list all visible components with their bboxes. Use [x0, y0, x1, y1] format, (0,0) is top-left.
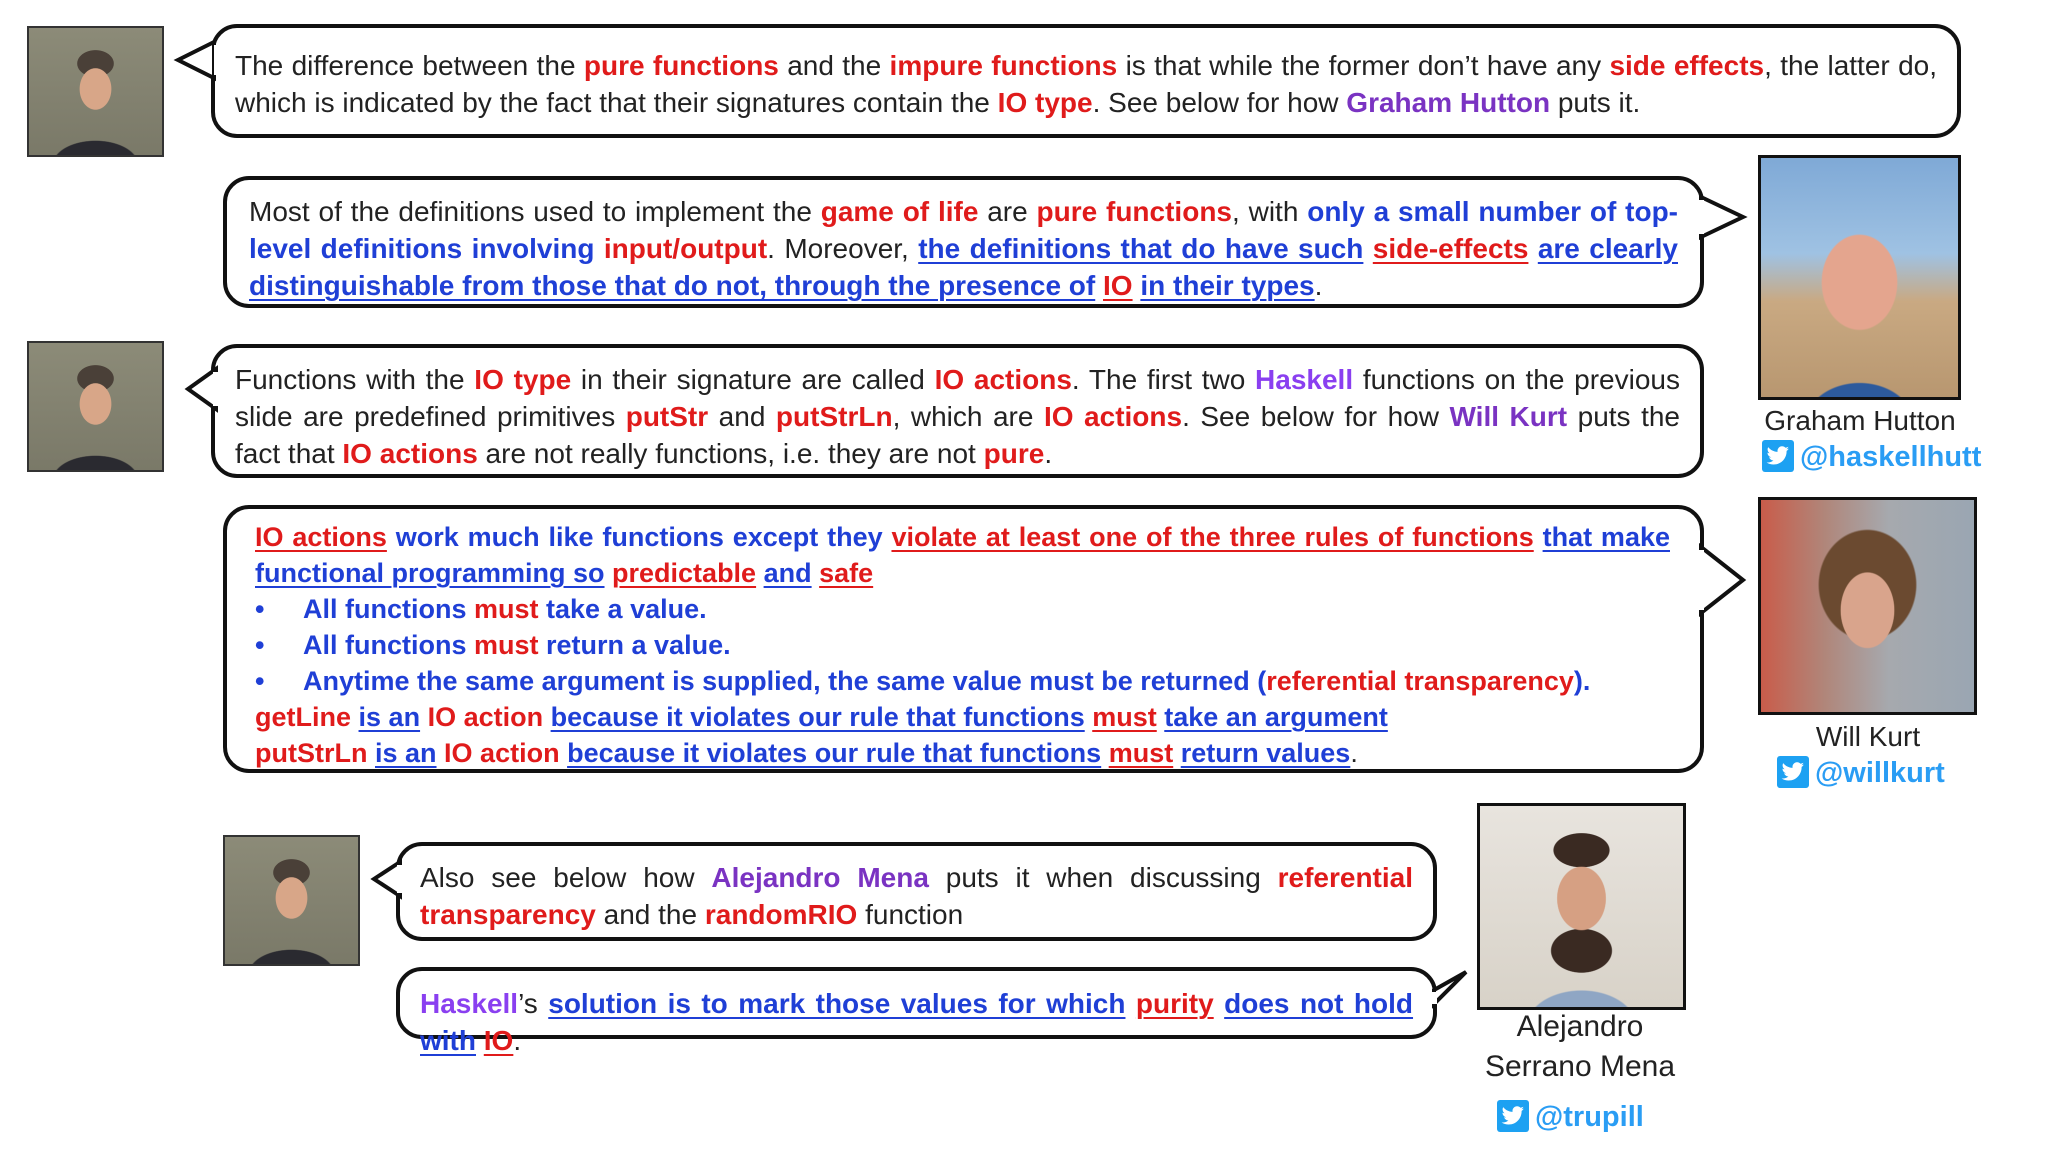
narrator-avatar-1 — [27, 26, 164, 157]
narrator-avatar-2 — [27, 341, 164, 472]
speech-bubble-5: Also see below how Alejandro Mena puts it when discussing referential transparency and the randomRIO function — [396, 842, 1437, 941]
bubble-1-tail — [176, 40, 218, 80]
bubble-4-tail — [1697, 545, 1747, 615]
will-kurt-photo — [1758, 497, 1977, 715]
speech-bubble-6: Haskell’s solution is to mark those values for which purity does not hold with IO. — [396, 967, 1437, 1039]
alejandro-mena-name-line1: Alejandro — [1516, 1010, 1644, 1043]
bubble-5-tail — [372, 860, 402, 898]
bubble-2-tail — [1697, 195, 1747, 239]
alejandro-mena-handle[interactable]: @trupill — [1497, 1100, 1644, 1134]
twitter-icon — [1777, 756, 1809, 788]
will-kurt-handle[interactable]: @willkurt — [1777, 756, 1945, 790]
graham-hutton-photo — [1758, 155, 1961, 400]
narrator-avatar-3 — [223, 835, 360, 966]
alejandro-mena-name-line2: Serrano Mena — [1484, 1050, 1676, 1083]
graham-hutton-handle[interactable]: @haskellhutt — [1762, 440, 1981, 474]
speech-bubble-4: IO actions work much like functions except they violate at least one of the three rules of functions that make functional programming so predictable and safe • All functions must take a value. • All functions must return a value. • Anytime the same argument is supplied, the same value must be returned (referential transparency). getLine is an IO action because it violates our rule that functions must take an argument putStrLn is an IO action because it violates our rule that functions must return values. — [223, 505, 1704, 773]
speech-bubble-1: The difference between the pure functions and the impure functions is that while the former don’t have any side effects, the latter do, which is indicated by the fact that their signatures contain the IO type. See below for how Graham Hutton puts it. — [211, 24, 1961, 138]
twitter-icon — [1762, 440, 1794, 472]
alejandro-mena-photo — [1477, 803, 1686, 1010]
twitter-icon — [1497, 1100, 1529, 1132]
bubble-3-tail — [186, 367, 218, 411]
graham-hutton-name: Graham Hutton — [1764, 405, 1956, 436]
bubble-6-tail — [1430, 970, 1470, 1006]
speech-bubble-3: Functions with the IO type in their signature are called IO actions. The first two Haskell functions on the previous slide are predefined primitives putStr and putStrLn, which are IO actions. See below for how Will Kurt puts the fact that IO actions are not really functions, i.e. they are not pure. — [211, 344, 1704, 478]
will-kurt-name: Will Kurt — [1815, 721, 1921, 752]
speech-bubble-2: Most of the definitions used to implement the game of life are pure functions, with only a small number of top-level definitions involving input/output. Moreover, the definitions that do have such side-effects are clearly distinguishable from those that do not, through the presence of IO in their types. — [223, 176, 1704, 308]
